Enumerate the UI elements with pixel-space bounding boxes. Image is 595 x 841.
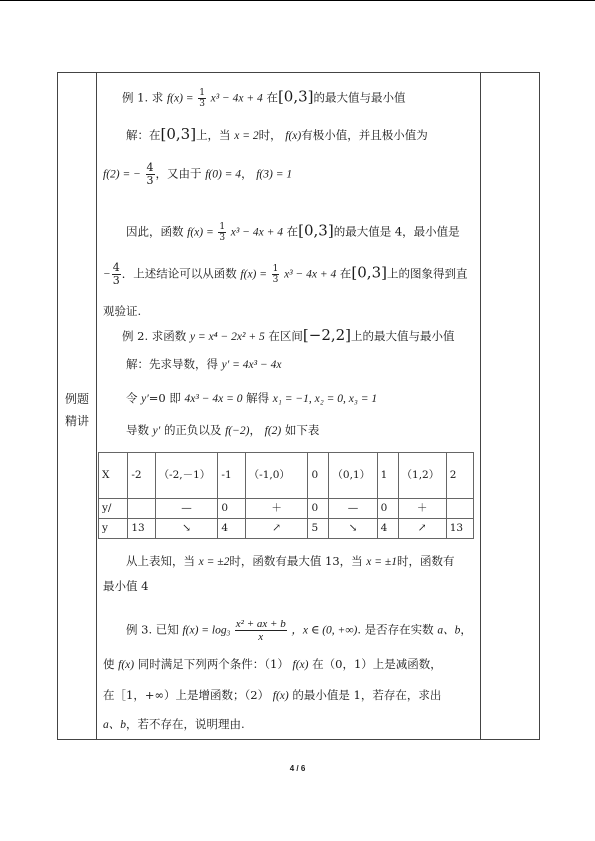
table-cell — [446, 499, 473, 519]
ex3-l2-b: f(x) — [118, 659, 135, 671]
ex2-ask: 上的最大值与最小值 — [351, 329, 455, 343]
ex3-comma: ， — [460, 622, 472, 637]
section-label: 例题精讲 — [64, 392, 89, 428]
ex1-fn-tail: x³ − 4x + 4 — [210, 92, 263, 105]
ex1-interval: [0,3] — [277, 87, 314, 106]
ex2-sol2-e: 解得 — [246, 391, 270, 405]
ex1-concl2-fx: f(x) = — [240, 268, 268, 281]
ex1-concl-tail: x³ − 4x + 4 — [230, 226, 283, 239]
ex2-sol2-f: x₁ = −1, x₂ = 0, x₃ = 1 — [272, 393, 378, 405]
ex1-comma: ， — [241, 166, 253, 181]
table-cell: 13 — [128, 519, 155, 539]
ex3-l3-c: 的最小值是 1，若存在，求出 — [292, 688, 442, 702]
ex1-concl2-interval: [0,3] — [351, 263, 387, 282]
ex2-sol1-a: 解：先求导数，得 — [126, 357, 218, 371]
frac-den: 3 — [219, 233, 226, 243]
ex3-l4-a: a、b — [103, 719, 126, 731]
ex1-solution-line1 — [126, 126, 428, 144]
ex2-concl-e: 时，函数有 — [396, 554, 455, 568]
table-cell: — — [155, 499, 218, 519]
ex1-ask: 的最大值与最小值 — [313, 90, 406, 105]
table-cell: -2 — [128, 453, 155, 499]
ex1-concl2-in: 在 — [339, 266, 352, 281]
frac-den: 3 — [146, 174, 154, 187]
ex1-concl-d: 上的图象得到直 — [386, 266, 468, 281]
ex1-sol-f: 有极小值，并且极小值为 — [301, 128, 428, 142]
frac-num: 4 — [146, 161, 154, 174]
ex2-title: 例 2. 求函数 — [122, 329, 187, 343]
ex1-sol-d: 时， — [258, 128, 282, 142]
ex1-concl-frac — [218, 222, 226, 243]
ex3-log-base: 3 — [226, 629, 231, 638]
ex2-sol2-a: 令 — [126, 391, 138, 405]
ex1-sol-a: 解：在 — [126, 128, 161, 142]
ex3-ask: . 是否存在实数 — [357, 622, 434, 637]
ex3-line3 — [103, 687, 441, 704]
frac-den: 3 — [272, 275, 279, 285]
ex2-concl-a: 从上表知，当 — [126, 554, 195, 568]
ex1-f0: f(0) = 4 — [205, 168, 242, 181]
table-cell: 0 — [218, 499, 245, 519]
ex1-conclusion-line1 — [126, 222, 460, 243]
ex1-sol-b: 上，当 — [196, 128, 231, 142]
ex1-f3: f(3) = 1 — [256, 168, 293, 181]
ex3-ab: a、b — [437, 624, 461, 637]
frac-den: x — [258, 631, 264, 643]
ex1-title: 例 1. 求 — [122, 90, 164, 105]
ex1-concl2-tail: x³ − 4x + 4 — [284, 268, 337, 281]
frac-num: x² + ax + b — [235, 618, 286, 630]
ex2-in: 在区间 — [268, 329, 303, 343]
ex2-sol3-b: y′ — [152, 425, 161, 437]
ex1-solution-line2 — [103, 162, 292, 187]
ex3-title: 例 3. 已知 — [126, 622, 179, 637]
ex1-f2-frac — [146, 162, 155, 187]
ex2-sol2-c: =0 即 — [148, 391, 181, 405]
ex2-concl-d: x = ±1 — [366, 556, 397, 568]
ex3-l2-e: 在（0，1）上是减函数， — [312, 657, 442, 671]
ex1-frac — [198, 88, 206, 109]
ex2-conclusion-line2: 最小值 4 — [103, 579, 149, 593]
ex1-conclusion-line2: − $\frac{4}{3}$ ．上述结论可以从函数 f(x) = $\frac{1}{3}$ x³ − 4x + 4 在[0,3]上的图象得到直 — [103, 261, 468, 287]
table-cell: 2 — [446, 453, 473, 499]
column-divider-right — [480, 72, 481, 740]
frac-den: 3 — [112, 274, 120, 287]
table-cell: 4 — [377, 519, 398, 539]
ex3-l2-c: 同时满足下列两个条件：（1） — [137, 657, 289, 671]
ex1-f2-tail: ，又由于 — [155, 166, 202, 181]
table-cell: （1,2） — [398, 453, 446, 499]
table-cell: ↗ — [398, 519, 446, 539]
ex2-sol2-d: 4x³ − 4x = 0 — [184, 393, 243, 405]
table-row-derivative — [99, 499, 474, 519]
ex1-concl-c: ．上述结论可以从函数 — [121, 266, 237, 281]
ex2-solution-line3 — [126, 422, 319, 439]
table-cell: y/ — [99, 499, 128, 519]
table-cell: -1 — [218, 453, 245, 499]
table-row-y — [99, 519, 474, 539]
frac-den: 3 — [199, 99, 205, 109]
ex2-fn: y = x⁴ − 2x² + 5 — [189, 331, 265, 343]
ex1-f2: f(2) = − — [103, 168, 141, 181]
ex3-l3-a: 在［1，+∞）上是增函数；（2） — [103, 688, 270, 702]
ex2-solution-line2 — [126, 390, 377, 407]
table-cell: 0 — [377, 499, 398, 519]
ex2-sol3-d: f(−2) — [225, 425, 250, 437]
table-cell — [128, 499, 155, 519]
table-cell: （0,1） — [329, 453, 377, 499]
ex1-concl-in: 在 — [286, 224, 299, 239]
ex3-frac — [235, 618, 287, 643]
ex1-fx: f(x) = — [166, 92, 194, 105]
table-cell: ↘ — [329, 519, 377, 539]
table-cell: y — [99, 519, 128, 539]
ex1-concl2-frac — [112, 262, 121, 287]
table-cell: 0 — [308, 453, 329, 499]
page-number: 4 / 6 — [289, 764, 306, 773]
ex1-concl-fx: f(x) = — [187, 226, 214, 239]
ex1-in: 在 — [266, 90, 278, 105]
ex2-solution-line1 — [126, 356, 281, 373]
ex2-concl-c: 时，函数有最大值 13，当 — [229, 554, 363, 568]
table-cell: ↘ — [155, 519, 218, 539]
page-top-rule — [0, 0, 595, 1]
table-cell: ＋ — [398, 499, 446, 519]
frac-num: 1 — [272, 264, 279, 274]
ex1-concl-a: 因此，函数 — [126, 224, 184, 239]
ex3-line4 — [103, 716, 245, 733]
ex3-line2 — [103, 656, 442, 673]
table-cell: （-2,－1） — [155, 453, 218, 499]
ex2-interval: [−2,2] — [302, 326, 352, 344]
ex1-concl-interval: [0,3] — [298, 221, 334, 240]
table-cell: 0 — [308, 499, 329, 519]
ex3-l3-b: f(x) — [272, 690, 289, 702]
ex2-title-line — [122, 327, 455, 345]
ex3-fn: f(x) = log — [182, 624, 227, 637]
table-cell: ↗ — [245, 519, 308, 539]
ex1-concl2-fn-frac — [272, 264, 280, 285]
frac-num: 4 — [112, 261, 120, 274]
ex1-concl-b: 的最大值是 4，最小值是 — [333, 224, 460, 239]
table-cell: X — [99, 453, 128, 499]
ex2-sol3-f: f(2) — [264, 425, 282, 437]
ex2-sol3-g: 如下表 — [284, 423, 320, 437]
ex2-sol1-b: y′ = 4x³ − 4x — [221, 359, 282, 371]
table-cell: 1 — [377, 453, 398, 499]
ex3-l4-b: ，若不存在，说明理由. — [126, 717, 245, 731]
ex1-title-line — [122, 88, 406, 109]
table-cell: ＋ — [245, 499, 308, 519]
table-cell: （-1,0） — [245, 453, 308, 499]
frac-num: 1 — [199, 88, 205, 98]
sign-table — [98, 452, 474, 539]
ex3-l2-d: f(x) — [292, 659, 309, 671]
column-divider-left — [96, 72, 97, 740]
table-cell: — — [329, 499, 377, 519]
table-cell: 13 — [446, 519, 473, 539]
ex1-sol-interval: [0,3] — [160, 125, 197, 143]
ex1-sol-c: x = 2 — [234, 130, 259, 142]
ex1-sol-e: f(x) — [285, 130, 302, 142]
ex2-sol3-a: 导数 — [126, 423, 149, 437]
ex2-sol3-e: ， — [249, 423, 261, 437]
ex3-title-line — [126, 618, 472, 643]
table-row-x — [99, 453, 474, 499]
ex2-sol2-b: y′ — [141, 393, 149, 405]
frac-num: 1 — [219, 222, 226, 232]
ex2-concl-b: x = ±2 — [198, 556, 230, 568]
ex3-l2-a: 使 — [103, 657, 115, 671]
ex2-conclusion-line1 — [126, 553, 454, 570]
ex3-domain: ，x ∈ (0, +∞) — [291, 624, 358, 637]
ex2-sol3-c: 的正负以及 — [163, 423, 222, 437]
table-cell: 4 — [218, 519, 245, 539]
table-cell: 5 — [308, 519, 329, 539]
ex1-conclusion-line3: 观验证. — [103, 304, 142, 318]
